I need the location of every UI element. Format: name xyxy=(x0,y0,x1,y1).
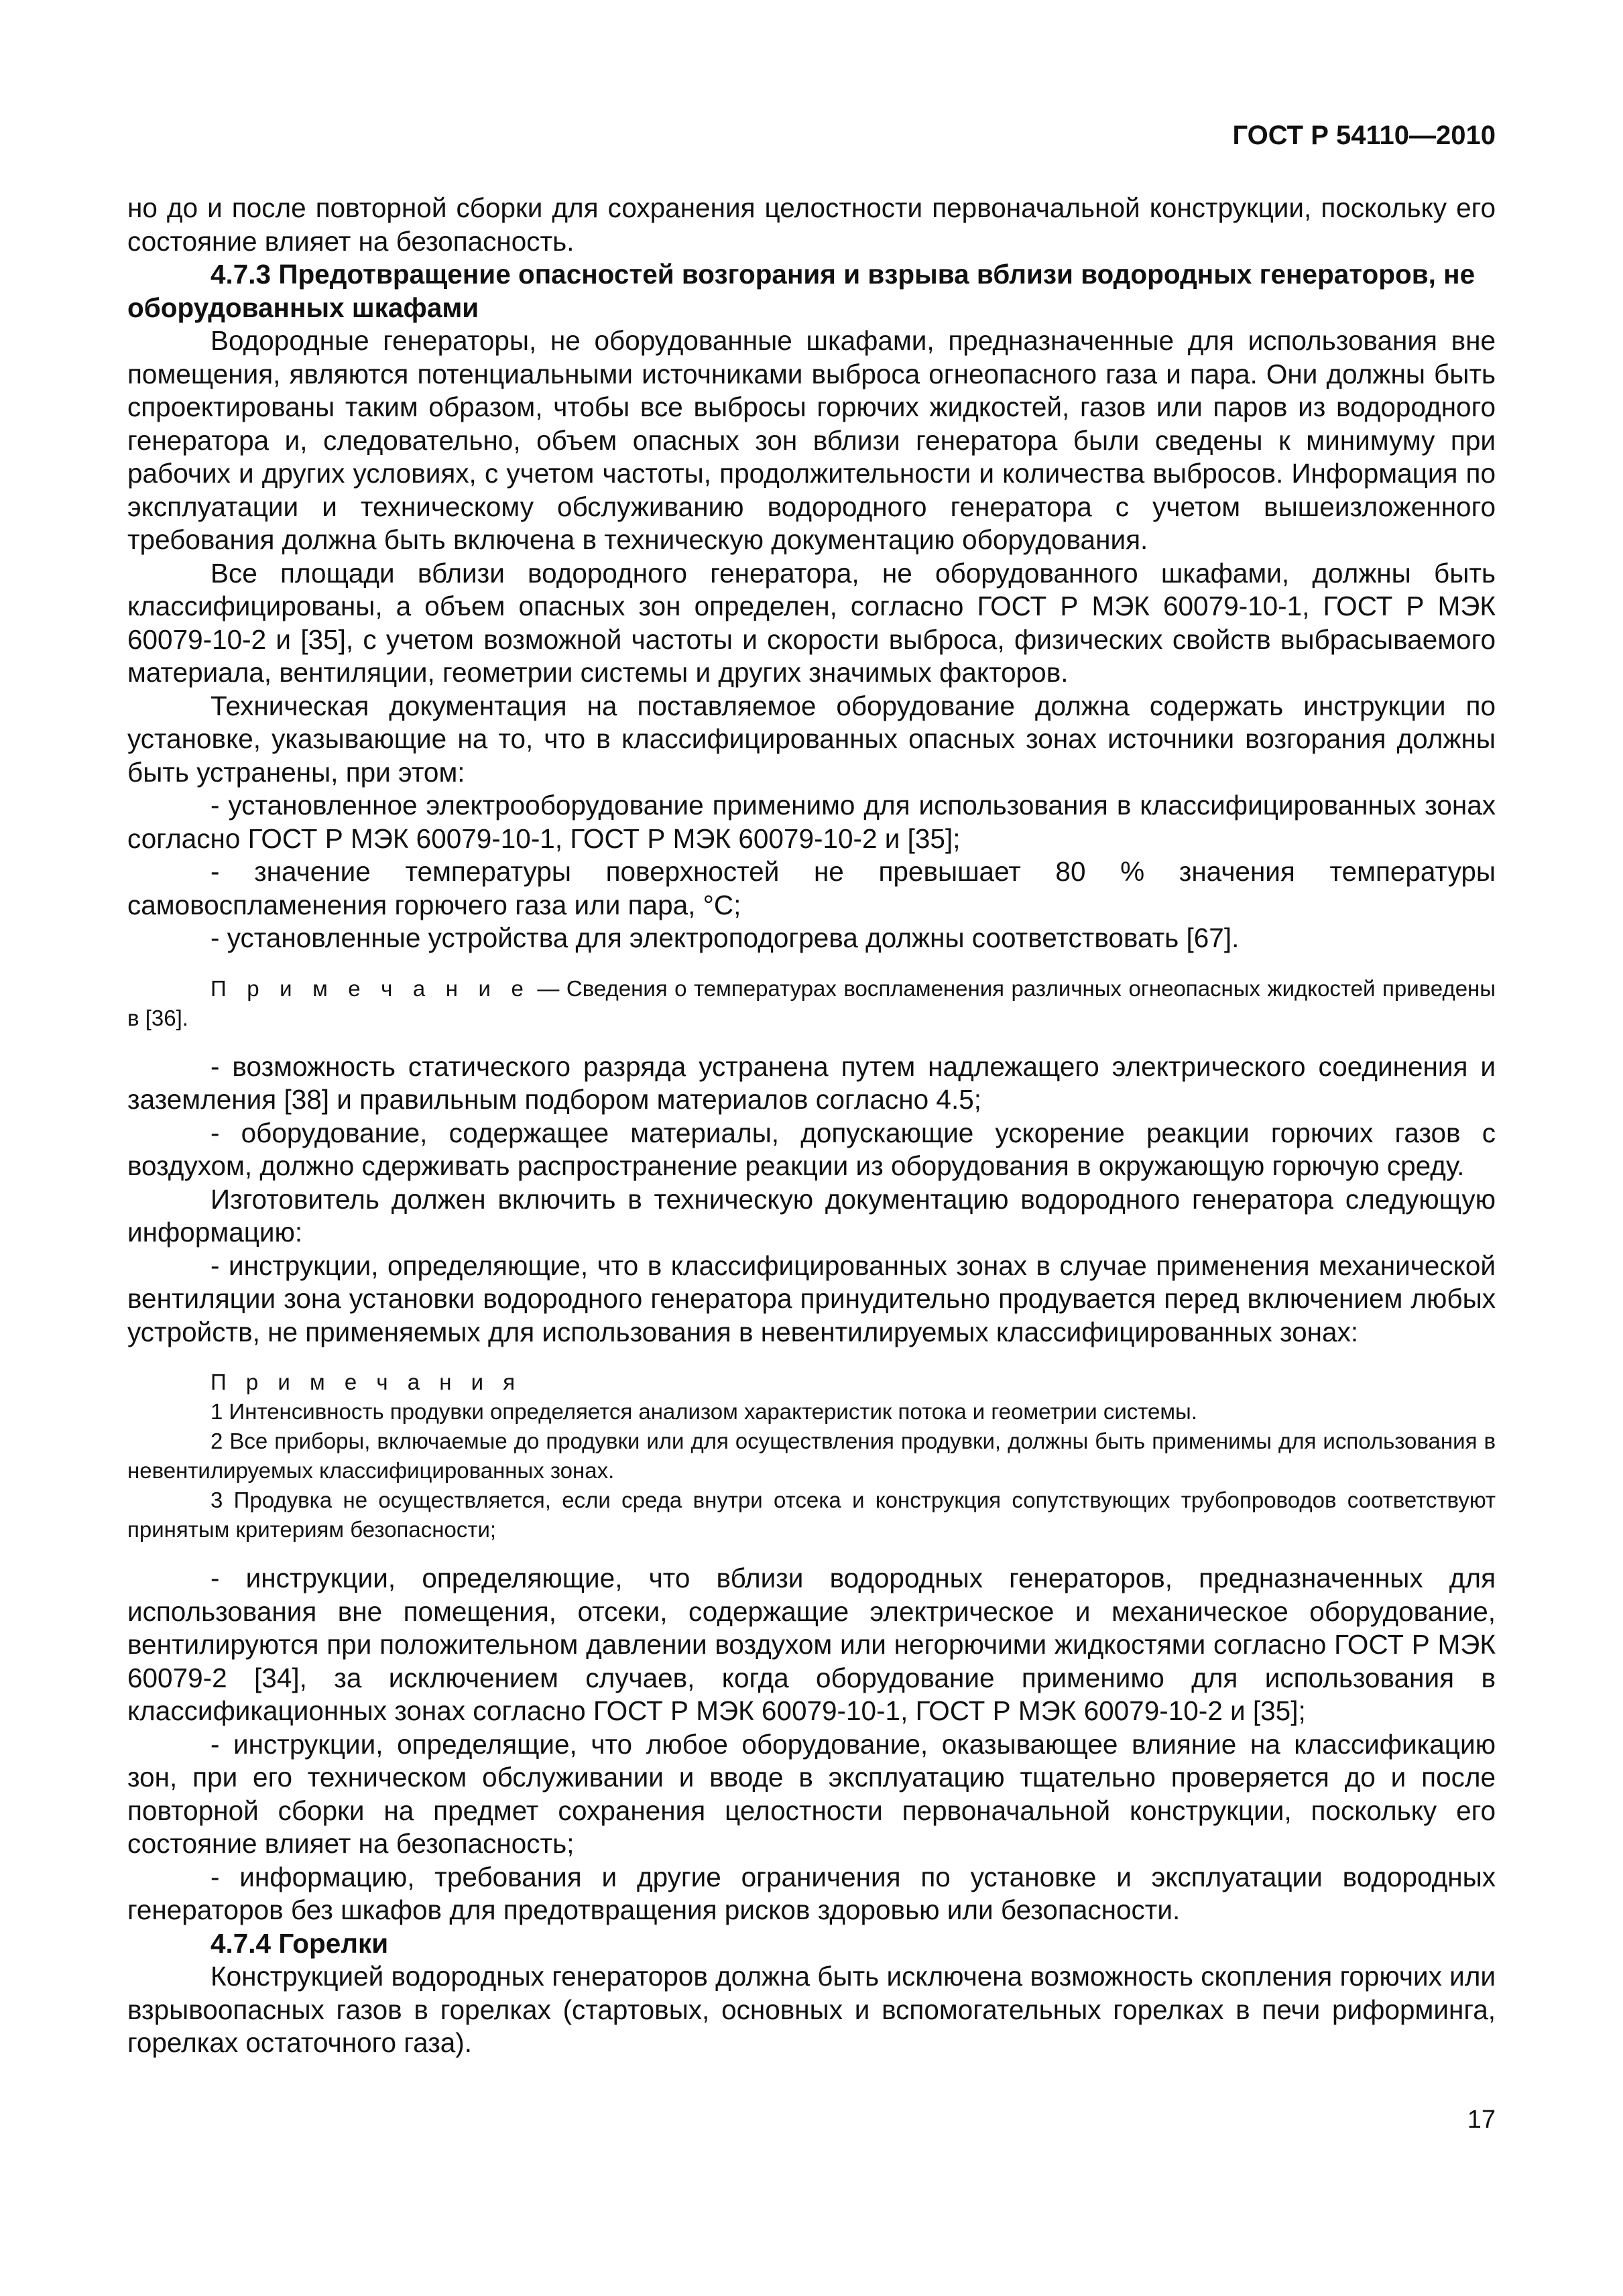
paragraph: но до и после повторной сборки для сохранения целостности первоначальной конструкции, поскольку его состояние влияет на безопасность. xyxy=(127,192,1496,257)
note-item: 1 Интенсивность продувки определяется анализом характеристик потока и геометрии системы. xyxy=(211,1399,1197,1424)
section-heading-4-7-3: 4.7.3 Предотвращение опасностей возгорания и взрыва вблизи водородных генераторов, не оборудованных шкафами xyxy=(127,259,1476,323)
list-item: - инструкции, определяющие, что вблизи водородных генераторов, предназначенных для использования вне помещения, отсеки, содержащие электрическое и механическое оборудование, вентилируются при положительном давлении воздухом или негорючими жидкостями согласно ГОСТ Р МЭК 60079-2 [34], за исключением случаев, когда оборудование применимо для использования в классификационных зонах согласно ГОСТ Р МЭК 60079-10-1, ГОСТ Р МЭК 60079-10-2 и [35]; xyxy=(127,1563,1496,1726)
page-content xyxy=(127,192,1496,2060)
list-item: - установленные устройства для электроподогрева должны соответствовать [67]. xyxy=(211,922,1240,953)
note-block xyxy=(127,974,1496,1033)
list-item: - установленное электрооборудование применимо для использования в классифицированных зонах согласно ГОСТ Р МЭК 60079-10-1, ГОСТ Р МЭК 60079-10-2 и [35]; xyxy=(127,790,1496,854)
standard-designation: ГОСТ Р 54110—2010 xyxy=(1232,121,1496,150)
note-item: 3 Продувка не осуществляется, если среда внутри отсека и конструкция сопутствующих трубопроводов соответствуют принятым критериям безопасности; xyxy=(127,1488,1496,1542)
paragraph: Конструкцией водородных генераторов должна быть исключена возможность скопления горючих или взрывоопасных газов в горелках (стартовых, основных и вспомогательных горелках в печи риформинга, горелках остаточного газа). xyxy=(127,1961,1496,2058)
list-item: - значение температуры поверхностей не превышает 80 % значения температуры самовоспламенения горючего газа или пара, °С; xyxy=(127,856,1496,920)
section-heading-4-7-4: 4.7.4 Горелки xyxy=(211,1927,389,1959)
paragraph: Техническая документация на поставляемое оборудование должна содержать инструкции по установке, указывающие на то, что в классифицированных опасных зонах источники возгорания должны быть устранены, при этом: xyxy=(127,690,1496,788)
paragraph: Водородные генераторы, не оборудованные шкафами, предназначенные для использования вне помещения, являются потенциальными источниками выброса огнеопасного газа и пара. Они должны быть спроектированы таким образом, чтобы все выбросы горючих жидкостей, газов или паров из водородного генератора и, следовательно, объем опасных зон вблизи генератора были сведены к минимуму при рабочих и других условиях, с учетом частоты, продолжительности и количества выбросов. Информация по эксплуатации и техническому обслуживанию водородного генератора с учетом вышеизложенного требования должна быть включена в техническую документацию оборудования. xyxy=(127,325,1496,555)
page-number: 17 xyxy=(1467,2106,1496,2134)
list-item: - возможность статического разряда устранена путем надлежащего электрического соединения и заземления [38] и правильным подбором материалов согласно 4.5; xyxy=(127,1050,1496,1115)
notes-label: П р и м е ч а н и я xyxy=(211,1370,522,1394)
list-item: - информацию, требования и другие ограничения по установке и эксплуатации водородных генераторов без шкафов для предотвращения рисков здоровью или безопасности. xyxy=(127,1861,1496,1925)
list-item: - инструкции, определяющие, что в классифицированных зонах в случае применения механической вентиляции зона установки водородного генератора принудительно продувается перед включением любых устройств, не применяемых для использования в невентилируемых классифицированных зонах: xyxy=(127,1250,1496,1347)
list-item: - инструкции, определящие, что любое оборудование, оказывающее влияние на классификацию зон, при его техническом обслуживании и вводе в эксплуатацию тщательно проверяется до и после повторной сборки на предмет сохранения целостности первоначальной конструкции, поскольку его состояние влияет на безопасность; xyxy=(127,1728,1496,1859)
note-paragraph xyxy=(127,974,1496,1033)
note-item: 2 Все приборы, включаемые до продувки или для осуществления продувки, должны быть применимы для использования в невентилируемых классифицированных зонах. xyxy=(127,1429,1496,1483)
list-item: - оборудование, содержащее материалы, допускающие ускорение реакции горючих газов с воздухом, должно сдерживать распространение реакции из оборудования в окружающую горючую среду. xyxy=(127,1117,1496,1181)
note-text: — Сведения о температурах воспламенения различных огнеопасных жидкостей приведены в [36]. xyxy=(127,975,1496,1030)
paragraph: Все площади вблизи водородного генератора, не оборудованного шкафами, должны быть классифицированы, а объем опасных зон определен, согласно ГОСТ Р МЭК 60079-10-1, ГОСТ Р МЭК 60079-10-2 и [35], с учетом возможной частоты и скорости выброса, физических свойств выбрасываемого материала, вентиляции, геометрии системы и других значимых факторов. xyxy=(127,557,1496,688)
paragraph: Изготовитель должен включить в техническую документацию водородного генератора следующую информацию: xyxy=(127,1183,1496,1248)
note-label: П р и м е ч а н и е xyxy=(211,975,530,1001)
notes-block xyxy=(127,1368,1496,1545)
